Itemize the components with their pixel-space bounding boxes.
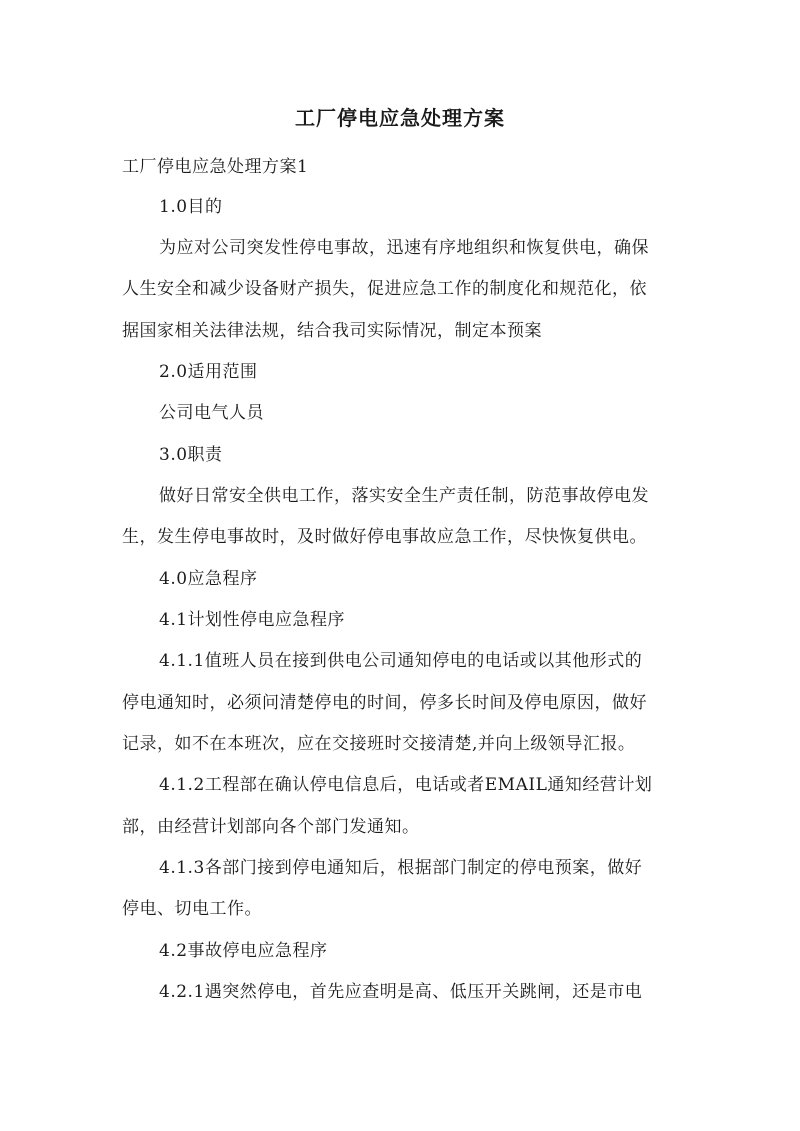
subheading-accident: 4.2事故停电应急程序 (159, 941, 328, 961)
heading-procedure: 4.0应急程序 (159, 569, 258, 589)
paragraph-line: 停电、切电工作。 (122, 899, 262, 919)
paragraph-line: 为应对公司突发性停电事故，迅速有序地组织和恢复供电，确保 (159, 238, 649, 258)
heading-purpose: 1.0目的 (159, 197, 223, 217)
paragraph-line: 4.1.2工程部在确认停电信息后，电话或者EMAIL通知经营计划 (159, 775, 653, 795)
paragraph-line: 据国家相关法律法规，结合我司实际情况，制定本预案 (122, 321, 542, 341)
paragraph-line: 人生安全和减少设备财产损失，促进应急工作的制度化和规范化，依 (122, 279, 647, 299)
paragraph-line: 记录，如不在本班次，应在交接班时交接清楚,并向上级领导汇报。 (122, 734, 636, 754)
document-title: 工厂停电应急处理方案 (295, 106, 505, 130)
subheading-planned: 4.1计划性停电应急程序 (159, 610, 346, 630)
paragraph-line: 停电通知时，必须问清楚停电的时间，停多长时间及停电原因，做好 (122, 693, 647, 713)
paragraph-line: 生，发生停电事故时，及时做好停电事故应急工作，尽快恢复供电。 (122, 527, 647, 547)
paragraph-line: 公司电气人员 (159, 403, 264, 423)
paragraph-line: 4.1.3各部门接到停电通知后，根据部门制定的停电预案，做好 (159, 858, 643, 878)
section-heading: 工厂停电应急处理方案1 (122, 157, 309, 177)
paragraph-line: 部，由经营计划部向各个部门发通知。 (122, 817, 420, 837)
paragraph-line: 做好日常安全供电工作，落实安全生产责任制，防范事故停电发 (159, 486, 649, 506)
heading-duties: 3.0职责 (159, 445, 223, 465)
paragraph-line: 4.1.1值班人员在接到供电公司通知停电的电话或以其他形式的 (159, 651, 643, 671)
paragraph-line: 4.2.1遇突然停电，首先应查明是高、低压开关跳闸，还是市电 (159, 982, 643, 1002)
heading-scope: 2.0适用范围 (159, 362, 258, 382)
